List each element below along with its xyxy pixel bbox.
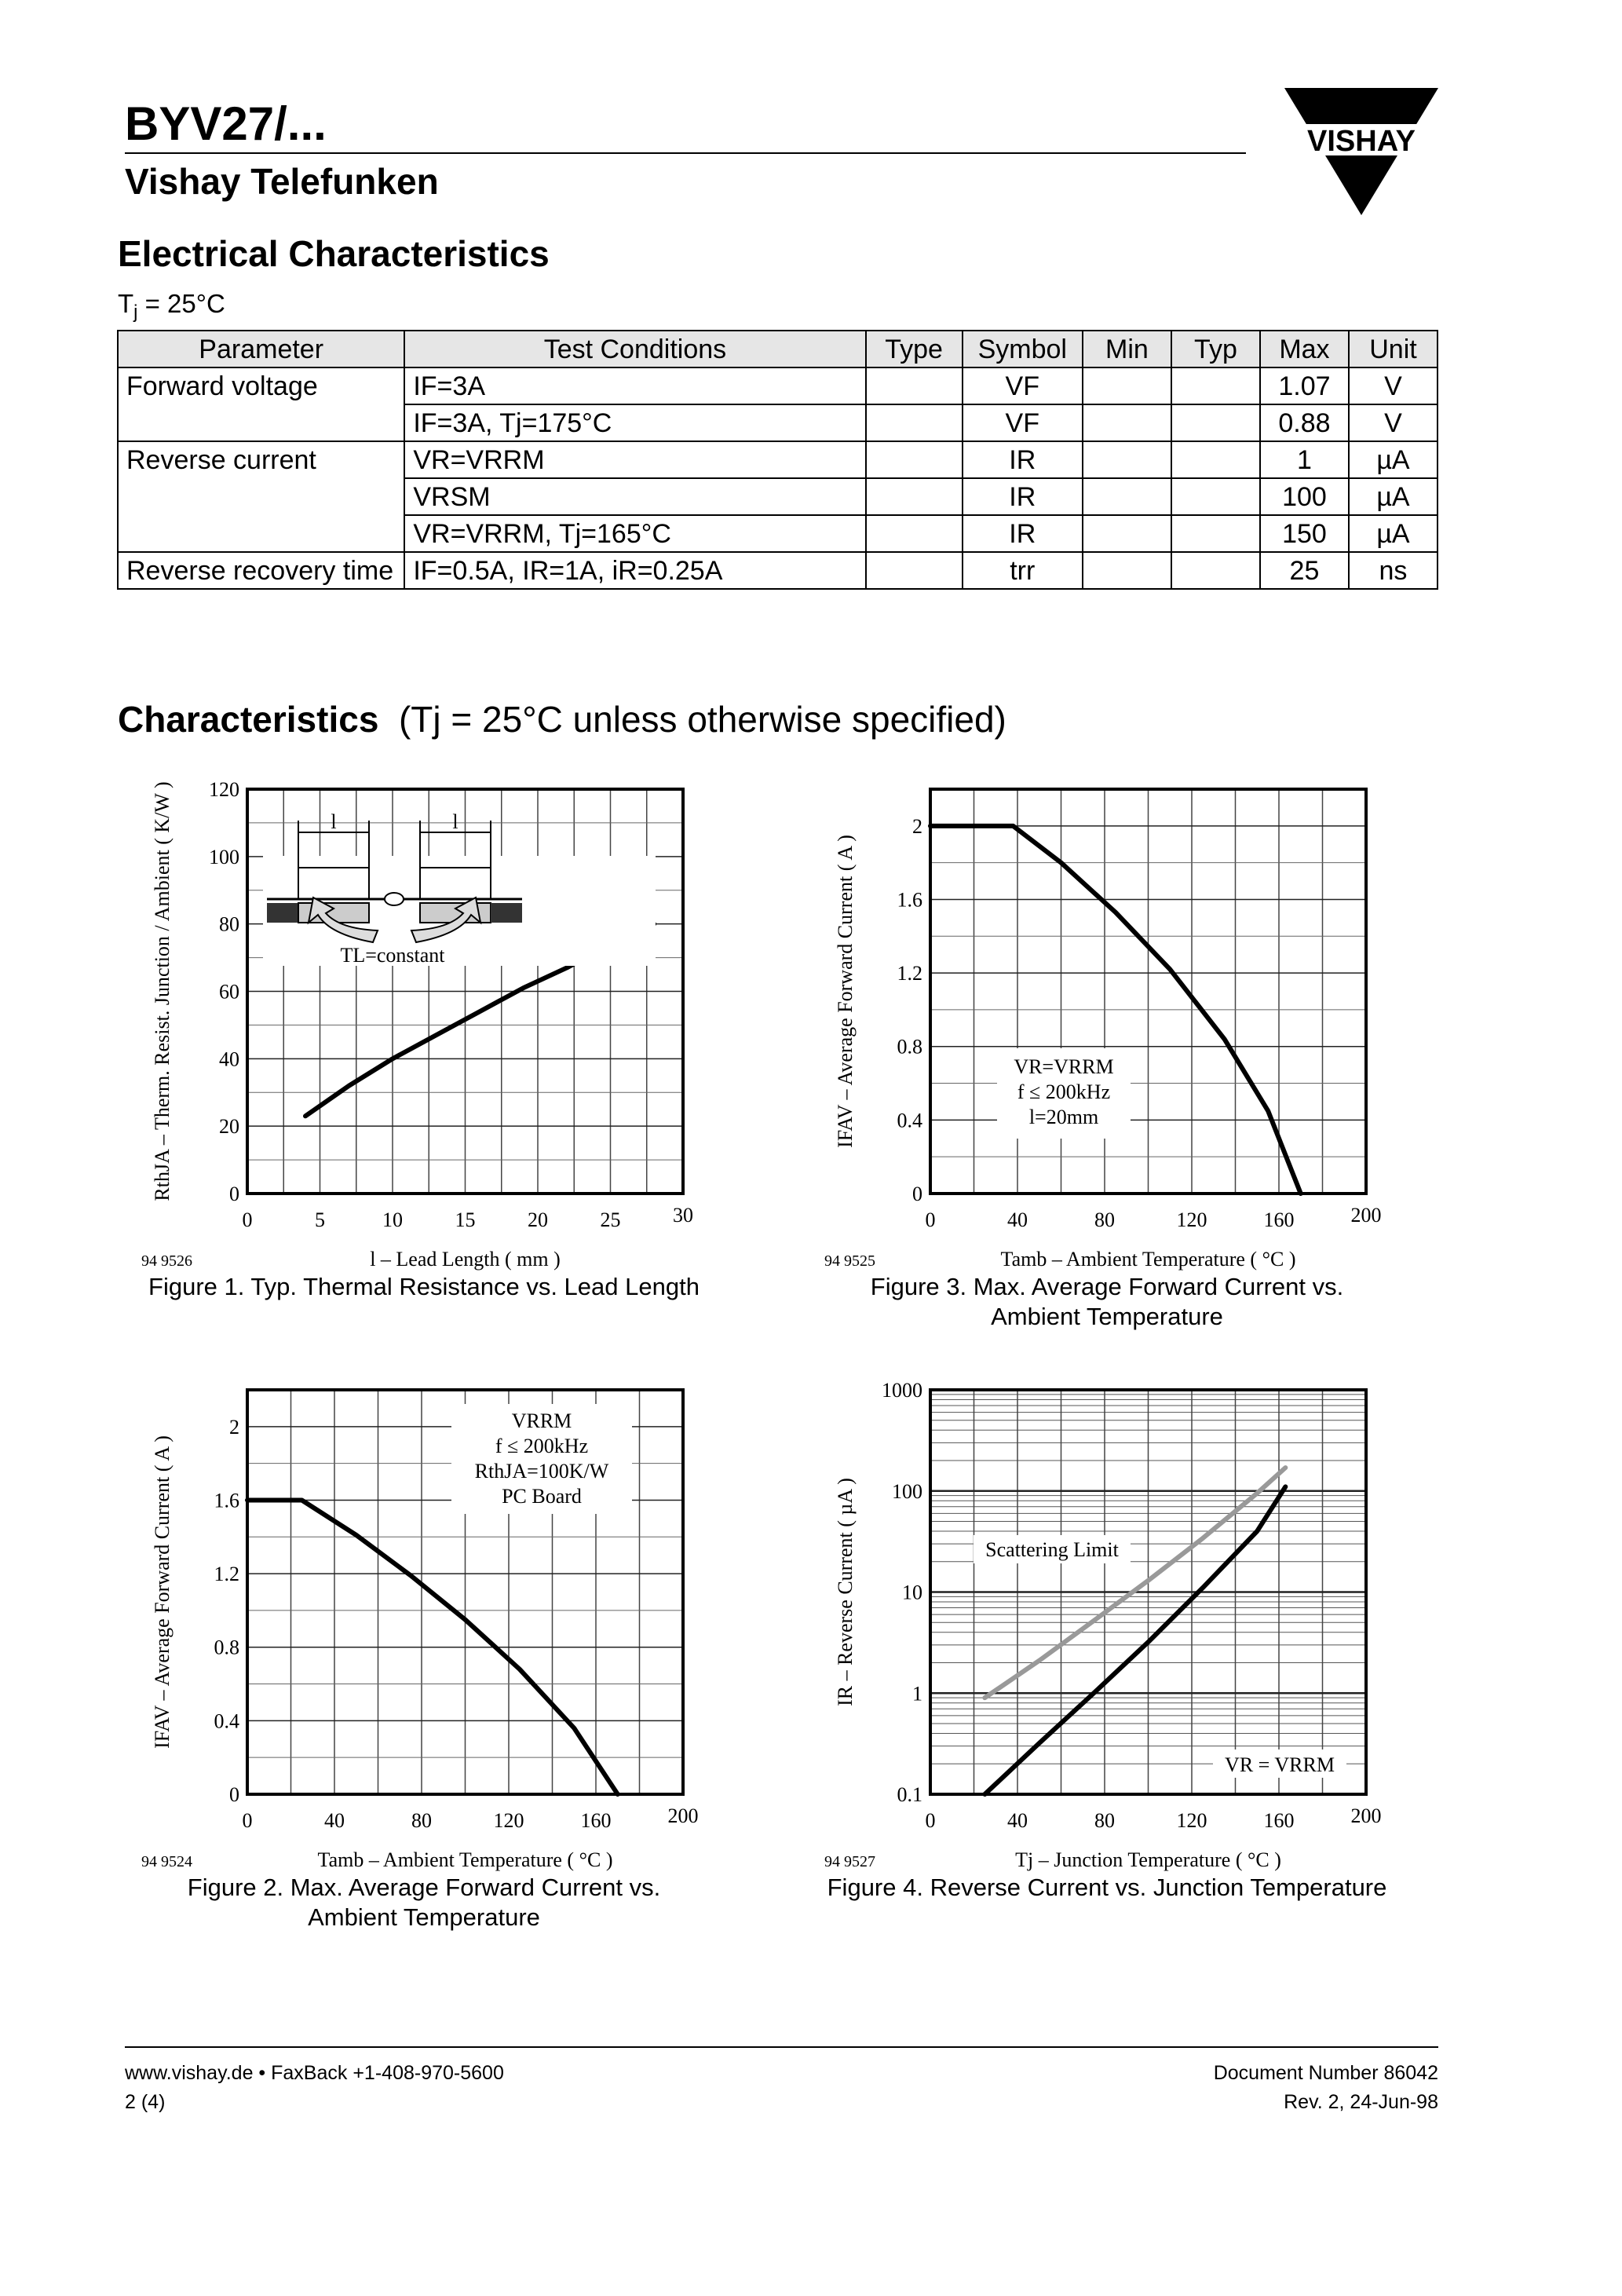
y-tick-label: 1.6	[897, 888, 922, 912]
y-tick-label: 100	[892, 1479, 922, 1503]
y-tick-label: 2	[912, 814, 922, 838]
x-tick-label: 40	[1007, 1208, 1028, 1231]
x-axis-label: Tj – Junction Temperature ( °C )	[1015, 1848, 1281, 1871]
footer-contact: www.vishay.de • FaxBack +1-408-970-5600	[125, 2062, 504, 2084]
x-tick-label: 120	[1176, 1809, 1207, 1832]
cell-conditions: IF=3A, Tj=175°C	[404, 404, 865, 441]
col-typ: Typ	[1171, 331, 1260, 367]
cell-max: 0.88	[1260, 404, 1349, 441]
caption-figure-4: Figure 4. Reverse Current vs. Junction Temperature	[827, 1874, 1387, 1901]
cell-parameter: Reverse current	[118, 441, 404, 478]
cell-type	[866, 367, 963, 404]
col-symbol: Symbol	[963, 331, 1083, 367]
y-tick-label: 2	[229, 1415, 239, 1439]
x-tick-label: 40	[324, 1809, 345, 1832]
table-row	[118, 367, 1438, 404]
y-axis-label: RthJA – Therm. Resist. Junction / Ambient ( K/W )	[151, 781, 174, 1201]
footer-revision: Rev. 2, 24-Jun-98	[1284, 2091, 1438, 2113]
table-row	[118, 552, 1438, 589]
tl-constant-label: TL=constant	[340, 944, 445, 967]
cell-unit: V	[1349, 404, 1438, 441]
cell-symbol: IR	[963, 441, 1083, 478]
y-tick-label: 0.8	[214, 1636, 239, 1659]
cell-min	[1083, 552, 1171, 589]
figure-code: 94 9525	[824, 1252, 875, 1270]
x-tick-label: 20	[528, 1208, 548, 1231]
grid	[930, 789, 1366, 1194]
cell-symbol: VF	[963, 367, 1083, 404]
cell-typ	[1171, 478, 1260, 515]
x-tick-label: 120	[1176, 1208, 1207, 1231]
annotation-text: f ≤ 200kHz	[1017, 1080, 1111, 1103]
header-rule	[125, 152, 1246, 154]
x-axis-label: Tamb – Ambient Temperature ( °C )	[317, 1848, 613, 1871]
diode-body	[385, 893, 404, 905]
cell-min	[1083, 478, 1171, 515]
cell-type	[866, 552, 963, 589]
vr-vrrm-label: VR = VRRM	[1225, 1753, 1335, 1776]
table-header-row	[118, 331, 1438, 367]
document-title: BYV27/...	[125, 97, 327, 150]
y-tick-label: 1.2	[897, 962, 922, 985]
x-tick-label: 5	[315, 1208, 325, 1231]
cell-conditions: IF=0.5A, IR=1A, iR=0.25A	[404, 552, 865, 589]
series-line-1	[985, 1486, 1285, 1794]
cell-unit: ns	[1349, 552, 1438, 589]
y-tick-label: 0.1	[897, 1783, 922, 1806]
x-tick-label: 160	[1263, 1208, 1295, 1231]
cell-parameter	[118, 478, 404, 515]
y-tick-label: 0	[229, 1783, 239, 1806]
x-tick-label: 30	[673, 1204, 693, 1227]
annotation-text: VR=VRRM	[1014, 1055, 1114, 1078]
cell-min	[1083, 367, 1171, 404]
dimension-label: l	[452, 810, 458, 833]
x-axis-label: l – Lead Length ( mm )	[370, 1248, 561, 1270]
x-tick-label: 80	[1094, 1208, 1115, 1231]
y-tick-label: 40	[219, 1047, 239, 1071]
col-conditions: Test Conditions	[404, 331, 865, 367]
cell-max: 25	[1260, 552, 1349, 589]
y-tick-label: 0	[229, 1183, 239, 1205]
y-tick-label: 120	[209, 778, 239, 801]
characteristics-heading: Characteristics (Tj = 25°C unless otherwise specified)	[118, 699, 1006, 740]
x-tick-label: 0	[242, 1809, 253, 1832]
cell-unit: µA	[1349, 478, 1438, 515]
table-row	[118, 441, 1438, 478]
grid	[930, 1390, 1366, 1794]
cell-typ	[1171, 367, 1260, 404]
y-tick-label: 60	[219, 980, 239, 1004]
x-tick-label: 10	[382, 1208, 403, 1231]
cell-min	[1083, 441, 1171, 478]
left-pad	[267, 903, 298, 923]
cell-max: 150	[1260, 515, 1349, 552]
table-row	[118, 478, 1438, 515]
x-tick-label: 0	[925, 1208, 936, 1231]
x-tick-label: 0	[242, 1208, 253, 1231]
col-parameter: Parameter	[118, 331, 404, 367]
y-tick-label: 100	[209, 845, 239, 868]
cell-unit: µA	[1349, 441, 1438, 478]
y-tick-label: 80	[219, 912, 239, 936]
annotation-text: PC Board	[502, 1485, 582, 1508]
y-axis-label: IFAV – Average Forward Current ( A )	[151, 1435, 174, 1749]
y-tick-label: 20	[219, 1115, 239, 1139]
figure-code: 94 9527	[824, 1853, 875, 1870]
cell-max: 100	[1260, 478, 1349, 515]
col-min: Min	[1083, 331, 1171, 367]
footer-page-number: 2 (4)	[125, 2091, 166, 2113]
logo-text: VISHAY	[1307, 125, 1416, 158]
right-pad	[491, 903, 522, 923]
cell-min	[1083, 515, 1171, 552]
y-axis-label: IR – Reverse Current ( µA )	[834, 1478, 857, 1706]
table-body	[118, 367, 1438, 589]
cell-unit: V	[1349, 367, 1438, 404]
cell-typ	[1171, 552, 1260, 589]
caption-figure-3: Figure 3. Max. Average Forward Current vs. Ambient Temperature	[870, 1273, 1344, 1330]
lead-diagram	[263, 810, 656, 967]
cell-typ	[1171, 441, 1260, 478]
table-row	[118, 404, 1438, 441]
document-subtitle: Vishay Telefunken	[125, 161, 439, 202]
table-row	[118, 515, 1438, 552]
cell-max: 1	[1260, 441, 1349, 478]
cell-symbol: IR	[963, 478, 1083, 515]
chart-thermal-resistance	[141, 773, 707, 1270]
y-tick-label: 1	[912, 1682, 922, 1706]
annotation-text: RthJA=100K/W	[474, 1460, 609, 1483]
cell-parameter: Reverse recovery time	[118, 552, 404, 589]
caption-figure-2: Figure 2. Max. Average Forward Current vs. Ambient Temperature	[187, 1874, 661, 1931]
x-tick-label: 200	[1350, 1804, 1382, 1827]
annotation-text: f ≤ 200kHz	[495, 1435, 589, 1457]
y-tick-label: 0.4	[897, 1109, 922, 1132]
chart-forward-current-lead	[824, 773, 1390, 1270]
y-tick-label: 10	[902, 1581, 922, 1604]
cell-unit: µA	[1349, 515, 1438, 552]
col-unit: Unit	[1349, 331, 1438, 367]
col-max: Max	[1260, 331, 1349, 367]
scattering-limit-label: Scattering Limit	[985, 1538, 1119, 1561]
cell-conditions: VR=VRRM, Tj=165°C	[404, 515, 865, 552]
col-type: Type	[866, 331, 963, 367]
x-tick-label: 200	[1350, 1204, 1382, 1227]
footer-document-number: Document Number 86042	[1213, 2062, 1438, 2084]
x-tick-label: 120	[493, 1809, 524, 1832]
caption-figure-1: Figure 1. Typ. Thermal Resistance vs. Lead Length	[148, 1273, 700, 1300]
cell-symbol: trr	[963, 552, 1083, 589]
y-tick-label: 1000	[882, 1379, 922, 1402]
cell-type	[866, 441, 963, 478]
footer-rule	[125, 2046, 1438, 2048]
grid	[247, 789, 683, 1194]
x-tick-label: 160	[580, 1809, 612, 1832]
cell-min	[1083, 404, 1171, 441]
cell-typ	[1171, 515, 1260, 552]
cell-parameter	[118, 515, 404, 552]
series-line-2	[985, 1468, 1285, 1698]
cell-typ	[1171, 404, 1260, 441]
x-tick-label: 200	[667, 1804, 699, 1827]
tj-condition: $T_j = 25^\circ C$	[118, 289, 225, 324]
electrical-table	[117, 330, 1438, 590]
annotation-text: l=20mm	[1028, 1106, 1099, 1128]
y-tick-label: 0	[912, 1183, 922, 1205]
x-tick-label: 80	[1094, 1809, 1115, 1832]
x-tick-label: 15	[455, 1208, 476, 1231]
x-axis-label: Tamb – Ambient Temperature ( °C )	[1000, 1248, 1296, 1270]
y-tick-label: 1.2	[214, 1563, 239, 1586]
figure-code: 94 9526	[141, 1252, 192, 1270]
y-axis-label: IFAV – Average Forward Current ( A )	[834, 835, 857, 1148]
cell-type	[866, 404, 963, 441]
dimension-label: l	[331, 810, 337, 833]
figure-code: 94 9524	[141, 1853, 192, 1870]
cell-type	[866, 478, 963, 515]
cell-symbol: IR	[963, 515, 1083, 552]
cell-parameter	[118, 404, 404, 441]
annotation-text: VRRM	[511, 1409, 572, 1432]
cell-parameter: Forward voltage	[118, 367, 404, 404]
chart-reverse-current	[824, 1374, 1390, 1871]
x-tick-label: 25	[600, 1208, 621, 1231]
x-tick-label: 40	[1007, 1809, 1028, 1832]
x-tick-label: 0	[925, 1809, 936, 1832]
vishay-logo	[1284, 88, 1438, 215]
cell-symbol: VF	[963, 404, 1083, 441]
y-tick-label: 0.8	[897, 1035, 922, 1058]
cell-type	[866, 515, 963, 552]
cell-conditions: VR=VRRM	[404, 441, 865, 478]
electrical-heading: Electrical Characteristics	[118, 233, 550, 274]
y-tick-label: 0.4	[214, 1709, 239, 1733]
chart-forward-current-pcb	[141, 1374, 707, 1871]
y-tick-label: 1.6	[214, 1489, 239, 1512]
x-tick-label: 80	[411, 1809, 432, 1832]
cell-max: 1.07	[1260, 367, 1349, 404]
x-tick-label: 160	[1263, 1809, 1295, 1832]
cell-conditions: VRSM	[404, 478, 865, 515]
cell-conditions: IF=3A	[404, 367, 865, 404]
